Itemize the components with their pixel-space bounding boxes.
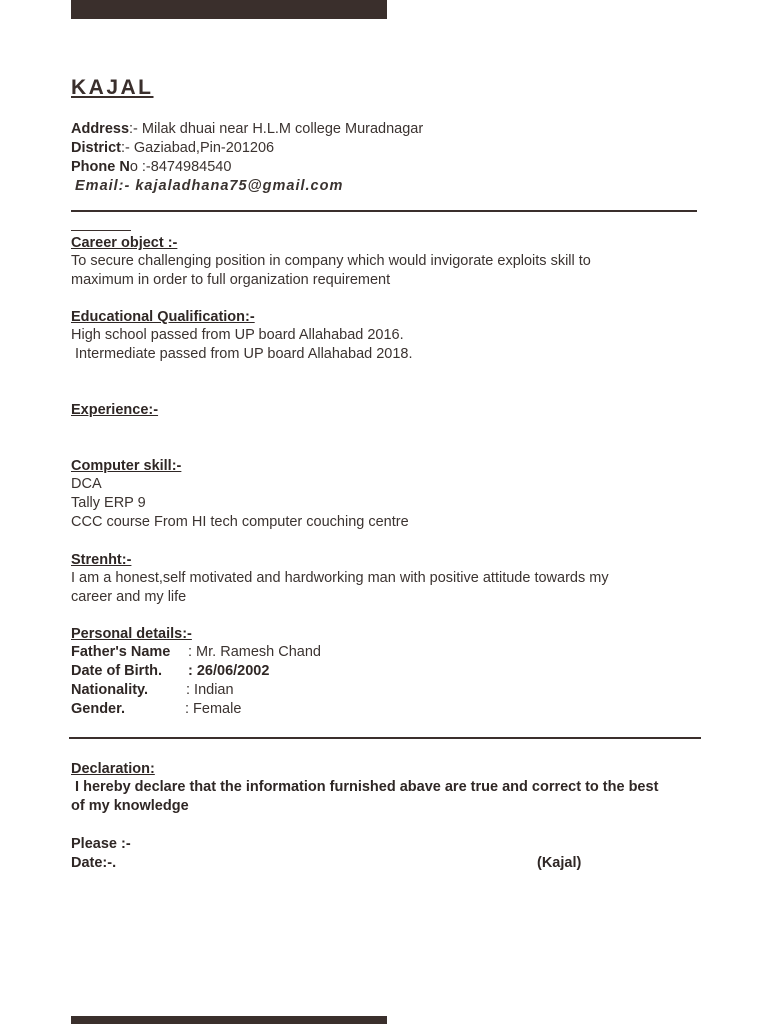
- personal-row: [71, 681, 234, 700]
- personal-value: : Female: [185, 701, 242, 717]
- district-line: [71, 139, 274, 158]
- personal-value: : Indian: [186, 682, 234, 698]
- personal-value: : 26/06/2002: [188, 663, 270, 679]
- declaration-line-1: I hereby declare that the information furnished abave are true and correct to the best: [71, 779, 659, 795]
- phone-value: o :-8474984540: [129, 159, 232, 175]
- top-decor-bar: [71, 0, 387, 19]
- declaration-line-2: of my knowledge: [71, 798, 189, 814]
- career-line-2: maximum in order to full organization requirement: [71, 272, 391, 288]
- signature: (Kajal): [537, 855, 582, 871]
- experience-heading: Experience:-: [71, 402, 159, 418]
- strength-heading: Strenht:-: [71, 552, 132, 568]
- address-label: Address: [71, 121, 130, 137]
- career-line-1: To secure challenging position in company which would invigorate exploits skill to: [71, 253, 591, 269]
- computer-heading: Computer skill:-: [71, 458, 182, 474]
- personal-heading: Personal details:-: [71, 626, 192, 642]
- personal-label: Gender.: [71, 701, 125, 717]
- address-line: [71, 120, 423, 139]
- computer-item: Tally ERP 9: [71, 495, 146, 511]
- header-divider: [71, 210, 697, 212]
- short-divider: [71, 230, 131, 231]
- strength-line-2: career and my life: [71, 589, 187, 605]
- education-line-2: Intermediate passed from UP board Allahabad 2018.: [71, 346, 413, 362]
- date-label: Date:-.: [71, 855, 117, 871]
- candidate-name: KAJAL: [71, 76, 154, 99]
- education-heading: Educational Qualification:-: [71, 309, 255, 325]
- declaration-divider: [69, 737, 701, 739]
- computer-item: CCC course From HI tech computer couching centre: [71, 514, 409, 530]
- place-label: Please :-: [71, 836, 131, 852]
- address-value: :- Milak dhuai near H.L.M college Muradnagar: [129, 121, 424, 137]
- computer-item: DCA: [71, 476, 102, 492]
- personal-label: Date of Birth.: [71, 663, 163, 679]
- personal-label: Father's Name: [71, 644, 171, 660]
- education-line-1: High school passed from UP board Allahabad 2016.: [71, 327, 404, 343]
- personal-row: [71, 662, 269, 681]
- personal-value: : Mr. Ramesh Chand: [188, 644, 321, 660]
- phone-label: Phone N: [71, 159, 130, 175]
- personal-row: [71, 643, 321, 662]
- phone-line: [71, 158, 231, 177]
- district-value: :- Gaziabad,Pin-201206: [120, 140, 275, 156]
- career-heading: Career object :-: [71, 235, 178, 251]
- declaration-heading: Declaration:: [71, 761, 155, 777]
- personal-label: Nationality.: [71, 682, 149, 698]
- district-label: District: [71, 140, 121, 156]
- personal-row: [71, 700, 241, 719]
- email-line: Email:- kajaladhana75@gmail.com: [75, 178, 344, 194]
- strength-line-1: I am a honest,self motivated and hardworking man with positive attitude towards my: [71, 570, 609, 586]
- bottom-decor-bar: [71, 1016, 387, 1024]
